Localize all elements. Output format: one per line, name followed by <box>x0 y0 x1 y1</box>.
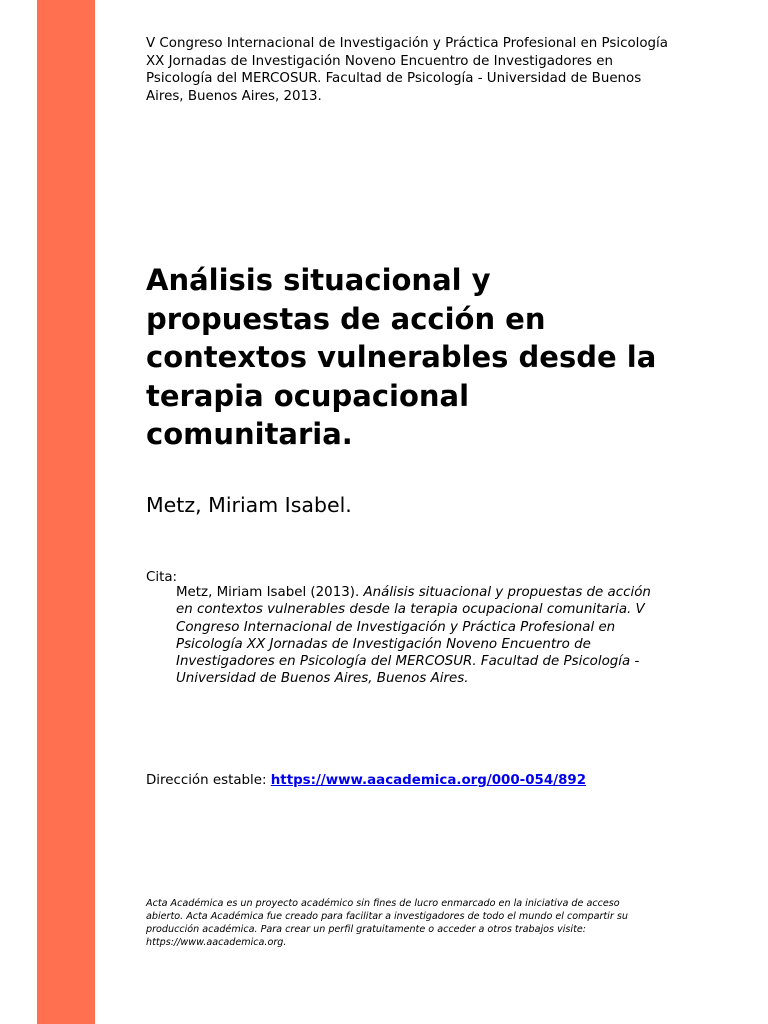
citation-italic: Universidad de Buenos Aires, Buenos Aires. <box>176 671 469 687</box>
citation-line <box>176 670 716 687</box>
citation-line <box>176 636 716 653</box>
footer-line: https://www.aacademica.org. <box>146 937 287 948</box>
conference-header <box>146 35 706 105</box>
stable-address <box>146 772 586 789</box>
citation-line <box>176 653 716 670</box>
citation-line <box>176 619 716 636</box>
footer-line: Acta Académica es un proyecto académico sin fines de lucro enmarcado en la iniciativa de acceso <box>146 898 620 909</box>
citation-italic: Análisis situacional y propuestas de acción <box>363 585 651 600</box>
citation-line <box>176 601 716 618</box>
citation-italic: en contextos vulnerables desde la terapia ocupacional comunitaria. V <box>176 602 645 618</box>
citation-italic: Investigadores en Psicología del MERCOSUR. Facultad de Psicología <box>176 654 631 670</box>
title-line: terapia ocupacional <box>146 378 470 413</box>
citation-text <box>176 584 716 688</box>
citation-italic: Psicología XX Jornadas de Investigación Noveno Encuentro de <box>176 636 591 652</box>
citation-italic: Congreso Internacional de Investigación y Práctica Profesional en <box>176 619 616 635</box>
title-line: propuestas de acción en <box>146 301 546 336</box>
header-line: V Congreso Internacional de Investigación y Práctica Profesional en Psicología <box>146 36 668 51</box>
citation-prefix: Metz, Miriam Isabel (2013). <box>176 585 364 600</box>
author-name: Metz, Miriam Isabel. <box>146 493 352 517</box>
stable-address-label: Dirección estable: <box>146 773 271 788</box>
citation-label: Cita: <box>146 570 178 585</box>
citation-dash: - <box>630 654 640 670</box>
title-line: contextos vulnerables desde la <box>146 340 657 375</box>
header-line: Psicología del MERCOSUR. Facultad de Psicología - Universidad de Buenos <box>146 71 642 86</box>
footer-note <box>146 897 686 949</box>
title-line: comunitaria. <box>146 417 353 452</box>
footer-line: producción académica. Para crear un perfil gratuitamente o acceder a otros trabajos visite: <box>146 924 586 935</box>
document-title <box>146 261 736 454</box>
decorative-side-bar <box>37 0 95 1024</box>
header-line: XX Jornadas de Investigación Noveno Encuentro de Investigadores en <box>146 53 613 69</box>
title-line: Análisis situacional y <box>146 263 491 297</box>
stable-address-link[interactable]: https://www.aacademica.org/000-054/892 <box>270 773 587 788</box>
citation-line <box>176 584 716 601</box>
footer-line: abierto. Acta Académica fue creado para facilitar a investigadores de todo el mundo el compartir su <box>146 911 628 922</box>
header-line: Aires, Buenos Aires, 2013. <box>146 88 322 104</box>
